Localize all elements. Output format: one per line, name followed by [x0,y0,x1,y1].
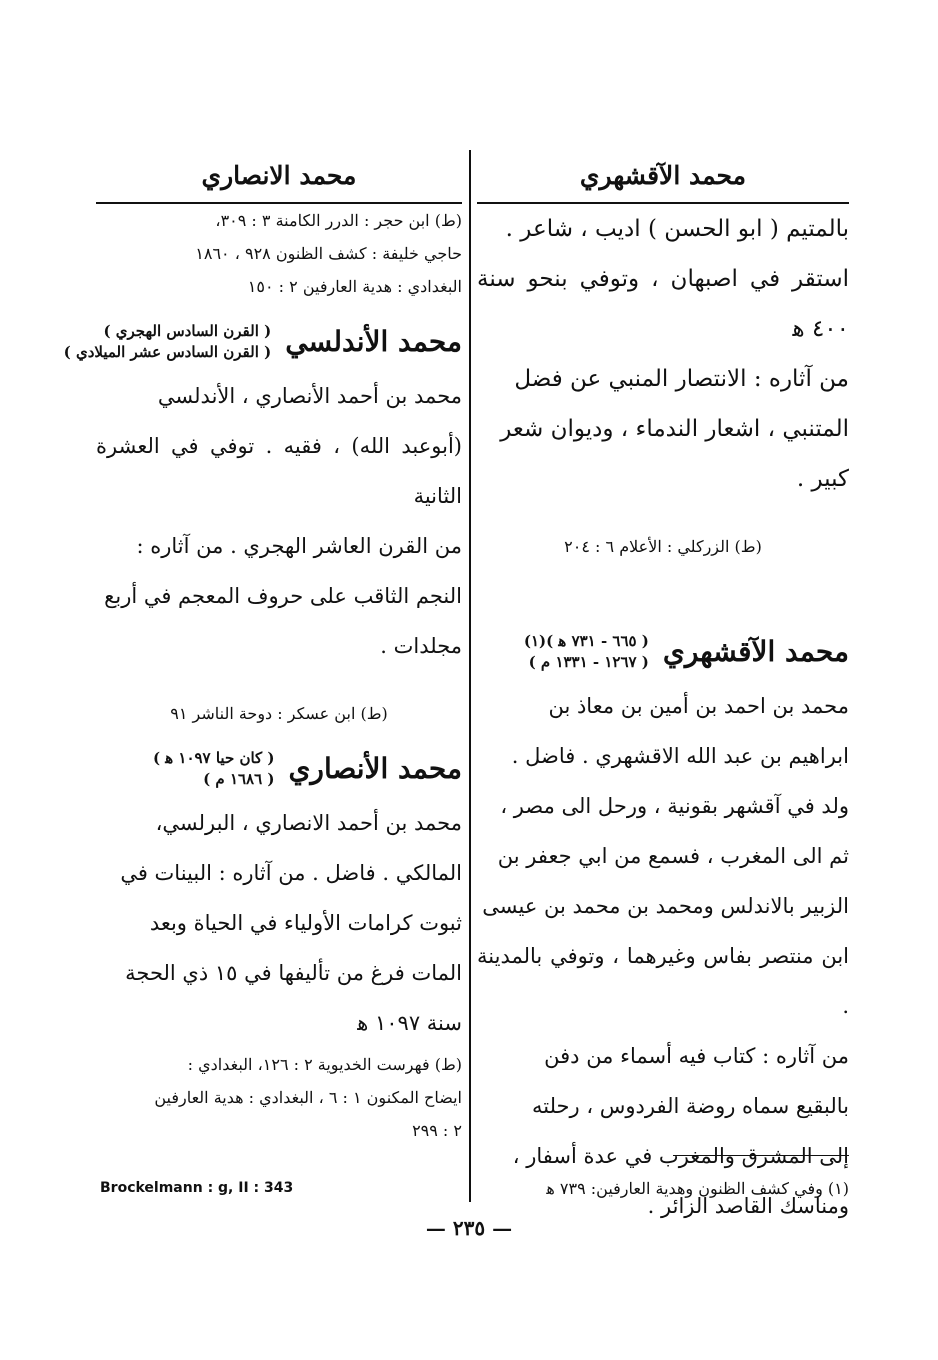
entry-name: محمد الأنصاري [288,752,462,785]
body-line: المالكي . فاضل . من آثاره : البينات في [120,861,462,885]
entry-name: محمد الآقشهري [662,635,849,668]
gregorian-dates: ( القرن السادس عشر الميلادي ) [63,343,272,361]
body-line: ثم الى المغرب ، فسمع من ابي جعفر بن [497,844,849,868]
body-line: ابراهيم بن عبد الله الاقشهري . فاضل . [511,744,849,768]
body-line: الزبير بالاندلس ومحمد بن محمد بن عيسى [482,894,849,918]
body-line: ومناسك القاصد الزائر . [647,1194,849,1218]
reference-line: ايضاح المكنون ١ : ٦ ، البغدادي : هدية العارفين [154,1088,462,1107]
left-column-header: محمد الانصاري [201,161,357,190]
body-line: إلى المشرق والمغرب في عدة أسفار ، [512,1144,849,1168]
entry-heading [63,321,462,363]
right-column-header: محمد الآقشهري [579,161,747,190]
body-line: من القرن العاشر الهجري . من آثاره : [136,534,462,558]
entry-name: محمد الأندلسي [285,325,462,358]
footnote: (١) وفي كشف الظنون وهدية العارفين: ٧٣٩ ﻫ [546,1179,849,1198]
body-line: من آثاره : الانتصار المنبي عن فضل [514,366,849,392]
left-column [63,150,462,1147]
latin-reference: Brockelmann : g, II : 343 [100,1180,294,1196]
entry-heading [477,631,849,673]
reference-line: (ط) ابن حجر : الدرر الكامنة ٣ : ٣٠٩، [215,211,462,230]
right-column [477,150,849,1231]
reference-line: (ط) الزركلي : الأعلام ٦ : ٢٠٤ [564,537,762,556]
hijri-dates: ( كان حيا ١٠٩٧ ﻫ ) [152,749,275,767]
entry-dates [153,748,275,790]
body-line: محمد بن أحمد الأنصاري ، الأندلسي [157,384,462,408]
body-line: المتنبي ، اشعار الندماء ، وديوان شعر [500,416,849,442]
reference-line: البغدادي : هدية العارفين ٢ : ١٥٠ [247,277,462,296]
reference-line: ٢ : ٢٩٩ [412,1121,462,1140]
entry-dates [64,321,272,363]
reference-line: حاجي خليفة : كشف الظنون ٩٢٨ ، ١٨٦٠ [195,244,462,263]
reference-line: (ط) فهرست الخديوية ٢ : ١٢٦، البغدادي : [187,1055,462,1074]
body-line: ثبوت كرامات الأولياء في الحياة وبعد [149,911,462,935]
reference-line: (ط) ابن عسكر : دوحة الناشر ٩١ [170,704,388,723]
body-line: ولد في آقشهر بقونية ، ورحل الى مصر ، [500,794,849,818]
body-line: سنة ١٠٩٧ ﻫ [357,1011,462,1035]
page-number: — ٢٣٥ — [425,1216,513,1240]
body-line: كبير . [796,466,849,492]
body-line: محمد بن أحمد الانصاري ، البرلسي، [155,811,462,835]
body-line: مجلدات . [380,634,462,658]
body-line: بالبقيع سماه روضة الفردوس ، رحلته [531,1094,849,1118]
body-line: استقر في اصبهان ، وتوفي بنحو سنة ٤٠٠ ﻫ [477,266,849,342]
entry-dates [524,631,649,673]
body-line: المات فرغ من تأليفها في ١٥ ذي الحجة [125,961,462,985]
hijri-dates: ( ٦٦٥ - ٧٣١ ﻫ )(١) [523,632,649,650]
body-line: محمد بن احمد بن أمين بن معاذ بن [548,694,849,718]
column-divider [469,150,471,1202]
body-line: بالمتيم ( ابو الحسن ) اديب ، شاعر . [505,216,849,242]
body-line: ابن منتصر بفاس وغيرهما ، وتوفي بالمدينة . [477,944,849,1018]
gregorian-dates: ( ١٢٦٧ - ١٣٣١ م ) [528,653,649,671]
hijri-dates: ( القرن السادس الهجري ) [103,322,272,340]
body-line: (أبوعبد الله) ، فقيه . توفي في العشرة الثانية [96,434,462,508]
footnote-rule [673,1155,849,1156]
gregorian-dates: ( ١٦٨٦ م ) [203,770,275,788]
body-line: النجم الثاقب على حروف المعجم في أربع [104,584,462,608]
body-line: من آثاره : كتاب فيه أسماء من دفن [544,1044,849,1068]
entry-heading [96,748,462,790]
